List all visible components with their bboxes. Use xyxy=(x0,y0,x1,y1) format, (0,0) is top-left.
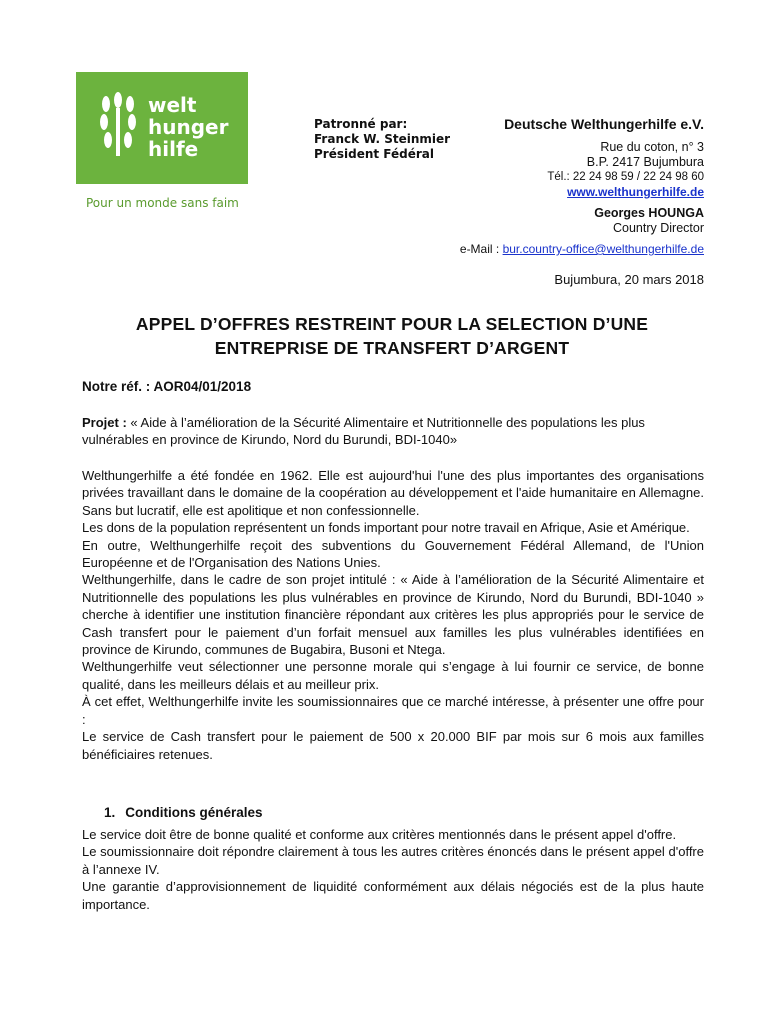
project-statement xyxy=(82,414,704,448)
paragraph: Welthungerhilfe, dans le cadre de son projet intitulé : « Aide à l’amélioration de la Sécurité Alimentaire et Nutritionnelle des populations les plus vulnérables en province de Kirundo, Nord du Burundi, BDI-1040 » cherche à identifier une institution financière répondant aux critères les plus appropriés pour le service de Cash transfert pour le paiement d’un forfait mensuel aux familles les plus vulnérables identifiées en province de Kirundo, communes de Bugabira, Busoni et Ntega. xyxy=(82,572,704,658)
paragraph: À cet effet, Welthungerhilfe invite les soumissionnaires que ce marché intéresse, à présenter une offre pour : xyxy=(82,694,704,727)
wheat-globe-icon xyxy=(98,92,138,158)
paragraph: En outre, Welthungerhilfe reçoit des subventions du Gouvernement Fédéral Allemand, de l'Union Européenne et de l'Organisation des Nations Unies. xyxy=(82,537,704,571)
org-name: Deutsche Welthungerhilfe e.V. xyxy=(504,116,704,132)
project-text: « Aide à l’amélioration de la Sécurité Alimentaire et Nutritionnelle des populations les plus vulnérables en province de Kirundo, Nord du Burundi, BDI-1040» xyxy=(82,415,645,447)
logo-tagline: Pour un monde sans faim xyxy=(86,196,239,210)
paragraph: Welthungerhilfe veut sélectionner une personne morale qui s’engage à lui fournir ce service, de bonne qualité, dans les meilleurs délais et au meilleur prix. xyxy=(82,659,704,692)
org-street: Rue du coton, n° 3 xyxy=(600,140,704,154)
patron-name: Franck W. Steinmier xyxy=(314,132,451,146)
patron-label: Patronné par: xyxy=(314,117,408,131)
paragraph: Une garantie d’approvisionnement de liquidité conformément aux délais négociés est de la plus haute importance. xyxy=(82,879,704,912)
org-phone: Tél.: 22 24 98 59 / 22 24 98 60 xyxy=(547,171,704,183)
section-number: 1. xyxy=(104,805,116,820)
section-body xyxy=(82,826,704,913)
document-date: Bujumbura, 20 mars 2018 xyxy=(554,272,704,287)
email-label: e-Mail : xyxy=(459,242,503,256)
organization-address xyxy=(374,117,704,236)
welthungerhilfe-logo xyxy=(76,72,248,184)
paragraph: Les dons de la population représentent un fonds important pour notre travail en Afrique, Asie et Amérique. xyxy=(82,520,690,536)
body-text xyxy=(82,467,704,763)
paragraph: Welthungerhilfe a été fondée en 1962. Elle est aujourd'hui l'une des plus importantes des organisations privées travaillant dans le domaine de la coopération au développement et l'aide humanitaire en Allemagne. Sans but lucratif, elle est apolitique et non confessionnelle. xyxy=(82,468,704,518)
email-line xyxy=(460,242,704,256)
paragraph: Le soumissionnaire doit répondre clairement à tous les autres critères énoncés dans le présent appel d'offre à l’annexe IV. xyxy=(82,844,704,877)
section-heading xyxy=(104,805,273,820)
org-po-box: B.P. 2417 Bujumbura xyxy=(586,155,704,169)
reference-number: Notre réf. : AOR04/01/2018 xyxy=(82,379,252,394)
patron-role: Président Fédéral xyxy=(314,147,434,161)
section-title: Conditions générales xyxy=(125,805,263,820)
director-title: Country Director xyxy=(613,221,704,235)
project-label: Projet : xyxy=(82,415,127,430)
director-name: Georges HOUNGA xyxy=(594,206,704,220)
email-link[interactable]: bur.country-office@welthungerhilfe.de xyxy=(502,242,704,256)
paragraph: Le service doit être de bonne qualité et conforme aux critères mentionnés dans le présent appel d'offre. xyxy=(82,827,677,842)
logo-wordmark: welt hunger hilfe xyxy=(148,93,229,161)
document-title: APPEL D’OFFRES RESTREINT POUR LA SELECTION D’UNE ENTREPRISE DE TRANSFERT D’ARGENT xyxy=(135,314,649,358)
paragraph: Le service de Cash transfert pour le paiement de 500 x 20.000 BIF par mois sur 6 mois aux familles bénéficiaires retenues. xyxy=(82,729,704,762)
org-website-link[interactable]: www.welthungerhilfe.de xyxy=(567,185,704,199)
